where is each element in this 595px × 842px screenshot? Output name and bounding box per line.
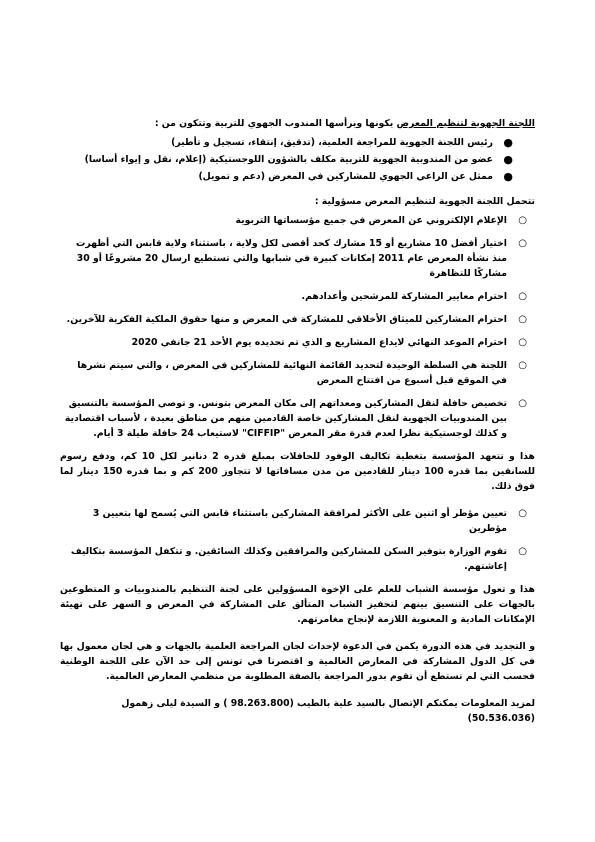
list-item (60, 213, 527, 228)
responsibilities-heading: تتحمل اللجنة الجهوية لتنظيم المعرض مسؤولية : (314, 196, 535, 207)
list-item-text: احترام المشاركين للميثاق الأخلاقي للمشاركة في المعرض و منها حقوق الملكية الفكرية للآخرين. (66, 314, 507, 325)
list-item-text: الإعلام الإلكتروني عن المعرض في جميع مؤسساتها التربوية (235, 215, 507, 226)
bullet-icon: ● (503, 170, 513, 183)
list-item-text: عضو من المندوبية الجهوية للتربية مكلف بالشؤون اللوجستيكية (إعلام، نقل و إيواء أساسا) (84, 154, 493, 165)
circle-bullet-icon: ○ (518, 291, 527, 302)
committee-heading (60, 116, 535, 131)
circle-bullet-icon: ○ (518, 314, 527, 325)
list-item (60, 506, 527, 536)
list-item-text: تخصيص حافلة لنقل المشاركين ومعداتهم إلى مكان المعرض بتونس. و توصي المؤسسة بالتنسيق بين المندوبيات الجهوية لنقل المشاركين خاصة القادمين منهم من مناطق بعيدة ، لأسباب اقتصادية و كذلك لوجستيكية نظرا لعدم قدرة مقر المعرض "CIFFIP" لاستيعاب 24 حافلة طيلة 3 أيام. (64, 398, 507, 439)
bullet-icon: ● (503, 136, 513, 149)
circle-bullet-icon: ○ (518, 508, 527, 519)
list-item-text: اللجنة هي السلطة الوحيدة لتحديد القائمة النهائية للمشاركين في المعرض ، والتي سيتم نشرها في الموقع قبل أسبوع من افتتاح المعرض (77, 360, 507, 386)
list-item (60, 396, 527, 441)
list-item (60, 152, 513, 167)
list-item-text: تعيين مؤطر أو اثنين على الأكثر لمرافقة المشاركين باستثناء قابس التي يُسمح لها بتعيين 3 مؤطرين (92, 508, 507, 534)
contact-line: لمزيد المعلومات يمكنكم الإتصال بالسيد علية بالطيب (98.263.800 ) و السيدة ليلى زهمول (50.536.036) (121, 698, 535, 724)
list-item (60, 289, 527, 304)
transport-funding-paragraph: هذا و تتعهد المؤسسة بتغطية تكاليف الوفود للحافلات بمبلغ قدره 2 دنانير لكل 10 كم، ودفع رسوم للسانقين بما قدره 100 دينار للقادمين من مدن مسافاتها لا تتجاوز 200 كم و بما قدره 150 دينار لما فوق ذلك. (60, 451, 535, 492)
committee-title: اللجنة الجهوية لتنظيم المعرض (396, 118, 535, 129)
coordination-paragraph: هذا و تعول مؤسسة الشباب للعلم على الإخوة المسؤولين على لجنة التنظيم بالمندوبيات و المتطوعين بالجهات على التنسيق بينهم لتحفيز الشباب المتألق على المشاركة في المعرض و السهر على تهيئة الإمكانات المادية و المعنوية اللازمة لإنجاح مغامرتهم. (60, 584, 535, 625)
list-item (60, 335, 527, 350)
list-item-text: اختيار أفضل 10 مشاريع أو 15 مشارك كحد أقصى لكل ولاية ، باستثناء ولاية قابس التي أظهرت منذ نشأة المعرض عام 2011 إمكانات كبيرة في شبابها والتي تستطيع ارسال 20 مشروعًا أو 30 مشاركًا للتظاهرة (76, 238, 507, 279)
bullet-icon: ● (503, 153, 513, 166)
committee-title-rest: يكونها ويرأسها المندوب الجهوي للتربية وتتكون من : (154, 118, 397, 129)
list-item-text: احترام الموعد النهائي لايداع المشاريع و الذي تم تحديده يوم الأحد 21 جانفي 2020 (131, 337, 507, 348)
circle-bullet-icon: ○ (518, 360, 527, 371)
list-item-text: احترام معايير المشاركة للمرشحين وأعدادهم. (301, 291, 507, 302)
list-item (60, 169, 513, 184)
committee-members-list (60, 135, 535, 184)
innovation-paragraph: و التجديد في هذه الدورة يكمن في الدعوة لإحداث لجان المراجعة العلمية بالجهات و هي لجان معمول بها في كل الدول المشاركة في المعارض العالمية و اقتصرنا في تونس إلى حد الآن على اللجنة الوطنية فحسب التي لم تستطع أن تقوم بدور المراجعة بالصفة المطلوبة من منظمي المعارض العالمية. (60, 641, 535, 682)
list-item-text: ممثل عن الراعي الجهوي للمشاركين في المعرض (دعم و تمويل) (198, 171, 493, 182)
list-item (60, 236, 527, 281)
list-item-text: تقوم الوزارة بتوفير السكن للمشاركين والمرافقين وكذلك السائقين. و تتكفل المؤسسة بتكاليف إعاشتهم. (70, 546, 507, 572)
list-item (60, 544, 527, 574)
circle-bullet-icon: ○ (518, 546, 527, 557)
responsibilities-list (60, 213, 535, 441)
circle-bullet-icon: ○ (518, 398, 527, 409)
circle-bullet-icon: ○ (518, 337, 527, 348)
list-item (60, 312, 527, 327)
list-item (60, 358, 527, 388)
circle-bullet-icon: ○ (518, 215, 527, 226)
list-item (60, 135, 513, 150)
circle-bullet-icon: ○ (518, 238, 527, 249)
supervision-list (60, 506, 535, 574)
list-item-text: رئيس اللجنة الجهوية للمراجعة العلمية، (تدقيق، إنتقاء، تسجيل و تأطير) (171, 137, 493, 148)
document-body (60, 116, 535, 726)
